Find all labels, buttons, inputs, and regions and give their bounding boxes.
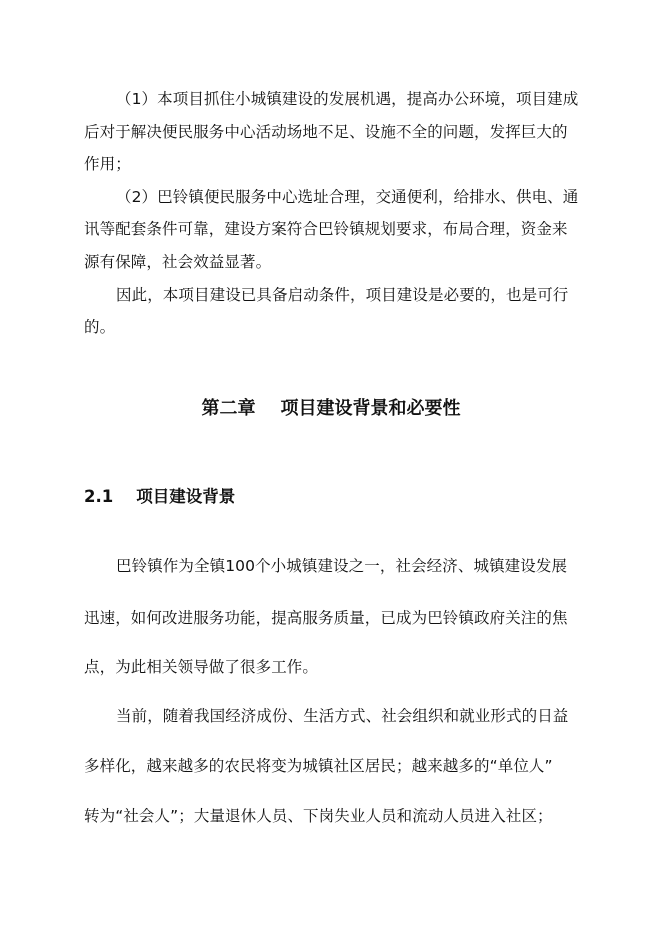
intro-line-1: （1）本项目抓住小城镇建设的发展机遇，提高办公环境，项目建成 [116,90,579,108]
intro-line-6: 源有保障，社会效益显著。 [84,253,272,271]
body-line-5: 多样化，越来越多的农民将变为城镇社区居民；越来越多的“单位人” [84,757,553,775]
body-line-6: 转为“社会人”；大量退休人员、下岗失业人员和流动人员进入社区； [84,807,553,825]
intro-line-5: 讯等配套条件可靠，建设方案符合巴铃镇规划要求，布局合理，资金来 [84,220,568,238]
body-line-2: 迅速，如何改进服务功能，提高服务质量，已成为巴铃镇政府关注的焦 [84,609,568,627]
chapter-title: 第二章 项目建设背景和必要性 [201,398,461,419]
intro-line-7: 因此，本项目建设已具备启动条件，项目建设是必要的，也是可行 [116,286,569,304]
body-line-3: 点，为此相关领导做了很多工作。 [84,658,319,676]
section-title: 2.1 项目建设背景 [84,487,236,506]
body-line-1: 巴铃镇作为全镇100个小城镇建设之一，社会经济、城镇建设发展 [116,557,568,575]
intro-line-4: （2）巴铃镇便民服务中心选址合理，交通便利，给排水、供电、通 [116,188,579,206]
intro-line-8: 的。 [84,318,116,336]
intro-line-2: 后对于解决便民服务中心活动场地不足、设施不全的问题，发挥巨大的 [84,123,568,141]
body-line-4: 当前，随着我国经济成份、生活方式、社会组织和就业形式的日益 [116,707,569,725]
intro-line-3: 作用； [84,155,131,173]
